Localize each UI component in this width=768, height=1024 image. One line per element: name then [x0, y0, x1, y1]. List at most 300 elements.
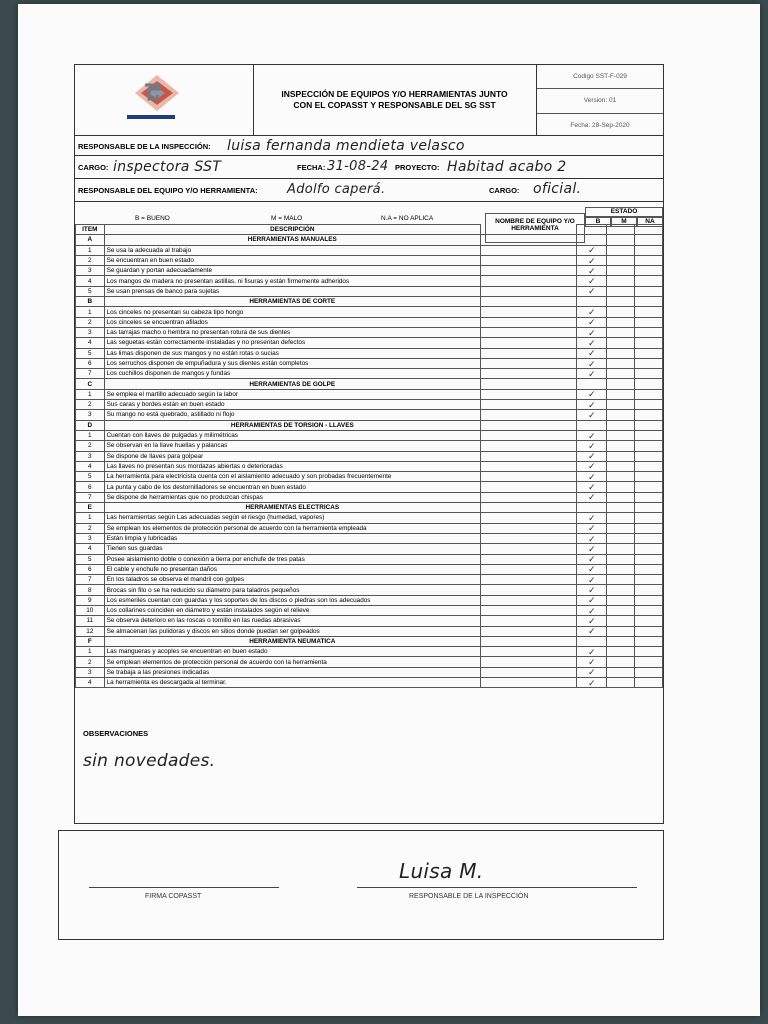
item-number: 2: [76, 441, 105, 451]
equipo-cell[interactable]: [481, 472, 577, 482]
estado-na-checkbox[interactable]: [635, 410, 663, 420]
col-b-header: B: [585, 217, 611, 227]
item-number: 4: [76, 678, 105, 688]
estado-b-checkbox[interactable]: ✓: [577, 461, 607, 471]
table-row: [76, 348, 663, 358]
item-number: 2: [76, 317, 105, 327]
estado-m-checkbox[interactable]: [607, 461, 635, 471]
estado-m-checkbox[interactable]: [607, 441, 635, 451]
item-description: Brocas sin filo o se ha reducido su diámetro para taladros pequeños: [104, 585, 480, 595]
observaciones-section: [75, 715, 663, 823]
estado-na-checkbox[interactable]: [635, 647, 663, 657]
equipo-cell[interactable]: [481, 667, 577, 677]
estado-b-checkbox[interactable]: ✓: [577, 595, 607, 605]
form-title: INSPECCIÓN DE EQUIPOS Y/O HERRAMIENTAS JUNTO CON EL COPASST Y RESPONSABLE DEL SG SST: [253, 65, 537, 135]
estado-na-checkbox[interactable]: [635, 585, 663, 595]
equipo-cell[interactable]: [481, 451, 577, 461]
equipo-cell[interactable]: [481, 245, 577, 255]
equipo-cell[interactable]: [481, 616, 577, 626]
item-description: Las herramientas según Las adecuadas según el riesgo (humedad, vapores): [104, 513, 480, 523]
responsable-label: RESPONSABLE DE LA INSPECCIÓN:: [78, 142, 211, 151]
estado-b-checkbox[interactable]: ✓: [577, 358, 607, 368]
equipo-cell[interactable]: [481, 317, 577, 327]
table-row: [76, 595, 663, 605]
equipo-cell[interactable]: [481, 338, 577, 348]
equipo-cell[interactable]: [481, 348, 577, 358]
equipo-cell[interactable]: [481, 441, 577, 451]
table-row: [76, 492, 663, 502]
item-number: 3: [76, 410, 105, 420]
equipo-cell[interactable]: [481, 369, 577, 379]
table-row: [76, 307, 663, 317]
estado-m-checkbox[interactable]: [607, 657, 635, 667]
estado-m-checkbox[interactable]: [607, 523, 635, 533]
item-number: 7: [76, 369, 105, 379]
responsable-signature-caption: RESPONSABLE DE LA INSPECCIÓN: [409, 893, 529, 900]
estado-m-checkbox[interactable]: [607, 276, 635, 286]
item-number: 4: [76, 461, 105, 471]
table-row: [76, 400, 663, 410]
estado-na-checkbox[interactable]: [635, 667, 663, 677]
estado-b-checkbox[interactable]: ✓: [577, 626, 607, 636]
estado-m-checkbox[interactable]: [607, 605, 635, 615]
estado-m-checkbox[interactable]: [607, 626, 635, 636]
estado-m-checkbox[interactable]: [607, 369, 635, 379]
item-description: Se guardan y portan adecuadamente: [104, 266, 480, 276]
item-description: Los esmeriles cuentan con guardas y los soportes de los discos o piedras son los adecuados: [104, 595, 480, 605]
estado-b-checkbox[interactable]: ✓: [577, 575, 607, 585]
estado-na-checkbox[interactable]: [635, 533, 663, 543]
table-row: [76, 533, 663, 543]
estado-m-checkbox[interactable]: [607, 492, 635, 502]
observaciones-label: OBSERVACIONES: [83, 729, 149, 738]
form-version: Version: 01: [537, 89, 663, 113]
estado-m-checkbox[interactable]: [607, 678, 635, 688]
estado-na-checkbox[interactable]: [635, 461, 663, 471]
equipo-cell[interactable]: [481, 389, 577, 399]
table-row: [76, 327, 663, 337]
equipo-cell[interactable]: [481, 626, 577, 636]
copasst-signature-line: [89, 887, 279, 888]
inspection-table: [75, 224, 663, 688]
table-row: [76, 616, 663, 626]
table-row: [76, 430, 663, 440]
equipo-cell[interactable]: [481, 523, 577, 533]
section-title: HERRAMIENTAS ELECTRICAS: [104, 503, 480, 513]
estado-na-checkbox[interactable]: [635, 307, 663, 317]
proyecto-value[interactable]: Habitad acabo 2: [447, 159, 567, 175]
item-description: Su mango no está quebrado, astillado ni flojo: [104, 410, 480, 420]
estado-na-checkbox[interactable]: [635, 492, 663, 502]
estado-na-checkbox[interactable]: [635, 523, 663, 533]
responsable-row: [75, 135, 663, 156]
equipo-cell[interactable]: [481, 327, 577, 337]
estado-na-checkbox[interactable]: [635, 286, 663, 296]
item-number: 6: [76, 482, 105, 492]
item-number: 2: [76, 400, 105, 410]
table-row: [76, 678, 663, 688]
estado-na-checkbox[interactable]: [635, 575, 663, 585]
equipo-cell[interactable]: [481, 276, 577, 286]
item-number: 12: [76, 626, 105, 636]
estado-m-checkbox[interactable]: [607, 647, 635, 657]
item-description: Se dispone de herramientas que no produzcan chispas: [104, 492, 480, 502]
equipo-cell[interactable]: [481, 286, 577, 296]
equipo-cell[interactable]: [481, 533, 577, 543]
estado-na-checkbox[interactable]: [635, 255, 663, 265]
item-description: Se usa la adecuada al trabajo: [104, 245, 480, 255]
equipo-cell[interactable]: [481, 564, 577, 574]
item-number: 6: [76, 564, 105, 574]
estado-na-checkbox[interactable]: [635, 338, 663, 348]
estado-m-checkbox[interactable]: [607, 585, 635, 595]
estado-b-checkbox[interactable]: ✓: [577, 605, 607, 615]
equipo-cell[interactable]: [481, 595, 577, 605]
item-description: Sus caras y bordes están en buen estado: [104, 400, 480, 410]
item-description: Cuentan con llaves de pulgadas y milimétricas: [104, 430, 480, 440]
item-number: 7: [76, 575, 105, 585]
estado-na-checkbox[interactable]: [635, 348, 663, 358]
equipo-cell[interactable]: [481, 678, 577, 688]
estado-na-checkbox[interactable]: [635, 657, 663, 667]
item-number: 11: [76, 616, 105, 626]
equipo-column-header: NOMBRE DE EQUIPO Y/O HERRAMIENTA: [485, 213, 585, 243]
equipo-cell[interactable]: [481, 430, 577, 440]
section-header-row: [76, 636, 663, 646]
table-row: [76, 585, 663, 595]
estado-na-checkbox[interactable]: [635, 317, 663, 327]
estado-m-checkbox[interactable]: [607, 307, 635, 317]
estado-m-checkbox[interactable]: [607, 338, 635, 348]
item-number: 2: [76, 657, 105, 667]
cargo-row: [75, 156, 663, 179]
estado-na-checkbox[interactable]: [635, 369, 663, 379]
item-number: 4: [76, 338, 105, 348]
estado-na-checkbox[interactable]: [635, 595, 663, 605]
item-number: 1: [76, 245, 105, 255]
table-row: [76, 605, 663, 615]
estado-na-checkbox[interactable]: [635, 544, 663, 554]
estado-b-checkbox[interactable]: ✓: [577, 245, 607, 255]
estado-na-checkbox[interactable]: [635, 400, 663, 410]
estado-b-checkbox[interactable]: ✓: [577, 389, 607, 399]
estado-na-checkbox[interactable]: [635, 358, 663, 368]
form-date: Fecha: 28-Sep-2020: [570, 121, 630, 129]
equipo-cell[interactable]: [481, 492, 577, 502]
estado-b-checkbox[interactable]: ✓: [577, 492, 607, 502]
equipo-cell[interactable]: [481, 657, 577, 667]
item-number: 3: [76, 667, 105, 677]
estado-na-checkbox[interactable]: [635, 564, 663, 574]
estado-m-checkbox[interactable]: [607, 400, 635, 410]
item-description: Están limpia y lubricadas: [104, 533, 480, 543]
table-row: [76, 523, 663, 533]
estado-m-checkbox[interactable]: [607, 482, 635, 492]
estado-b-checkbox[interactable]: ✓: [577, 554, 607, 564]
estado-na-checkbox[interactable]: [635, 389, 663, 399]
estado-b-checkbox[interactable]: ✓: [577, 678, 607, 688]
equipo-cell[interactable]: [481, 461, 577, 471]
section-letter: C: [76, 379, 105, 389]
section-title: HERRAMIENTA NEUMATICA: [104, 636, 480, 646]
estado-m-checkbox[interactable]: [607, 575, 635, 585]
table-row: [76, 461, 663, 471]
resp-equipo-label: RESPONSABLE DEL EQUIPO Y/O HERRAMIENTA:: [78, 186, 258, 195]
estado-na-checkbox[interactable]: [635, 678, 663, 688]
estado-m-checkbox[interactable]: [607, 595, 635, 605]
estado-m-checkbox[interactable]: [607, 472, 635, 482]
cargo-value[interactable]: inspectora SST: [113, 159, 222, 175]
equipo-cell[interactable]: [481, 358, 577, 368]
item-description: Los collarines coinciden en diámetro y están instalados según el relieve: [104, 605, 480, 615]
estado-na-checkbox[interactable]: [635, 605, 663, 615]
observaciones-value[interactable]: sin novedades.: [83, 751, 216, 771]
desc-header: DESCRIPCIÓN: [104, 225, 480, 235]
equipo-cell[interactable]: [481, 410, 577, 420]
item-number: 2: [76, 523, 105, 533]
estado-m-checkbox[interactable]: [607, 513, 635, 523]
table-row: [76, 451, 663, 461]
estado-b-checkbox[interactable]: ✓: [577, 585, 607, 595]
item-number: 5: [76, 472, 105, 482]
estado-m-checkbox[interactable]: [607, 451, 635, 461]
estado-m-checkbox[interactable]: [607, 286, 635, 296]
item-number: 3: [76, 266, 105, 276]
item-description: Se encuentran en buen estado: [104, 255, 480, 265]
responsable-signature-line: [357, 887, 637, 888]
estado-m-checkbox[interactable]: [607, 564, 635, 574]
estado-m-checkbox[interactable]: [607, 348, 635, 358]
estado-na-checkbox[interactable]: [635, 266, 663, 276]
item-description: Los cinceles se encuentran afilados: [104, 317, 480, 327]
copasst-signature-caption: FIRMA COPASST: [145, 893, 202, 900]
estado-na-checkbox[interactable]: [635, 626, 663, 636]
item-description: Se usan prensas de banco para sujetas: [104, 286, 480, 296]
item-description: Las llaves no presentan sus mordazas abiertas o deterioradas: [104, 461, 480, 471]
section-title: HERRAMIENTAS DE GOLPE: [104, 379, 480, 389]
estado-na-checkbox[interactable]: [635, 245, 663, 255]
section-title: HERRAMIENTAS DE CORTE: [104, 297, 480, 307]
table-row: [76, 389, 663, 399]
table-row: [76, 544, 663, 554]
table-header-row: [76, 225, 663, 235]
estado-b-checkbox[interactable]: ✓: [577, 533, 607, 543]
item-description: Las tarrajas macho o hembra no presentan rotura de sus dientes: [104, 327, 480, 337]
estado-b-checkbox[interactable]: ✓: [577, 410, 607, 420]
item-description: Se almacenan las pulidoras y discos en sitios donde puedan ser golpeados: [104, 626, 480, 636]
equipo-cell[interactable]: [481, 647, 577, 657]
table-row: [76, 647, 663, 657]
item-number: 1: [76, 513, 105, 523]
estado-m-checkbox[interactable]: [607, 266, 635, 276]
responsable-signature: Luisa M.: [399, 859, 484, 883]
estado-b-checkbox[interactable]: ✓: [577, 472, 607, 482]
equipo-cell[interactable]: [481, 575, 577, 585]
section-header-row: [76, 235, 663, 245]
table-row: [76, 564, 663, 574]
estado-b-checkbox[interactable]: ✓: [577, 482, 607, 492]
item-description: Los cinceles no presentan su cabeza tipo hongo: [104, 307, 480, 317]
estado-na-checkbox[interactable]: [635, 616, 663, 626]
section-letter: B: [76, 297, 105, 307]
table-row: [76, 317, 663, 327]
item-description: Las limas disponen de sus mangos y no están rotas o sucias: [104, 348, 480, 358]
table-row: [76, 667, 663, 677]
estado-m-checkbox[interactable]: [607, 533, 635, 543]
estado-na-checkbox[interactable]: [635, 327, 663, 337]
cargo2-label: CARGO:: [489, 186, 520, 195]
estado-na-checkbox[interactable]: [635, 513, 663, 523]
form-header: [75, 65, 663, 136]
estado-m-checkbox[interactable]: [607, 358, 635, 368]
equipo-cell[interactable]: [481, 585, 577, 595]
estado-b-checkbox[interactable]: ✓: [577, 544, 607, 554]
cargo-label: CARGO:: [78, 163, 109, 172]
estado-b-checkbox[interactable]: ✓: [577, 616, 607, 626]
item-number: 9: [76, 595, 105, 605]
estado-b-checkbox[interactable]: ✓: [577, 276, 607, 286]
signature-box: [58, 830, 664, 940]
estado-na-checkbox[interactable]: [635, 482, 663, 492]
item-description: La punta y cabo de los destornilladores se encuentran en buen estado: [104, 482, 480, 492]
item-description: En los taladros se observa el mandril con golpes: [104, 575, 480, 585]
estado-m-checkbox[interactable]: [607, 327, 635, 337]
estado-b-checkbox[interactable]: ✓: [577, 369, 607, 379]
estado-b-checkbox[interactable]: ✓: [577, 564, 607, 574]
item-number: 4: [76, 276, 105, 286]
estado-na-checkbox[interactable]: [635, 451, 663, 461]
item-number: 3: [76, 451, 105, 461]
estado-m-checkbox[interactable]: [607, 245, 635, 255]
table-row: [76, 338, 663, 348]
item-description: Se emplean los elementos de protección personal de acuerdo con la herramienta empleada: [104, 523, 480, 533]
estado-m-checkbox[interactable]: [607, 544, 635, 554]
section-letter: F: [76, 636, 105, 646]
item-number: 1: [76, 389, 105, 399]
estado-na-checkbox[interactable]: [635, 430, 663, 440]
col-m-header: M: [611, 217, 637, 227]
estado-b-checkbox[interactable]: ✓: [577, 327, 607, 337]
item-number: 6: [76, 358, 105, 368]
section-header-row: [76, 297, 663, 307]
inspection-form: [74, 64, 664, 824]
item-description: Las seguetas están correctamente instaladas y no presentan defectos: [104, 338, 480, 348]
estado-b-checkbox[interactable]: ✓: [577, 441, 607, 451]
equipo-cell[interactable]: [481, 544, 577, 554]
estado-b-checkbox[interactable]: ✓: [577, 266, 607, 276]
legend-bueno: B = BUENO: [135, 215, 170, 222]
table-row: [76, 472, 663, 482]
equipo-cell[interactable]: [481, 554, 577, 564]
table-row: [76, 513, 663, 523]
item-description: Posee aislamiento doble o conexión a tierra por enchufe de tres patas: [104, 554, 480, 564]
estado-m-checkbox[interactable]: [607, 554, 635, 564]
fecha-value[interactable]: 31-08-24: [327, 159, 389, 174]
equipo-cell[interactable]: [481, 605, 577, 615]
estado-b-checkbox[interactable]: ✓: [577, 451, 607, 461]
item-number: 8: [76, 585, 105, 595]
table-row: [76, 657, 663, 667]
estado-b-checkbox[interactable]: ✓: [577, 307, 607, 317]
table-row: [76, 410, 663, 420]
equipo-cell[interactable]: [481, 513, 577, 523]
estado-na-checkbox[interactable]: [635, 554, 663, 564]
estado-b-checkbox[interactable]: ✓: [577, 513, 607, 523]
estado-b-checkbox[interactable]: ✓: [577, 338, 607, 348]
estado-m-checkbox[interactable]: [607, 667, 635, 677]
item-description: Se emplea el martillo adecuado según la labor: [104, 389, 480, 399]
item-description: El cable y enchufe no presentan daños: [104, 564, 480, 574]
item-description: Los serruchos disponen de empuñadura y sus dientes están completos: [104, 358, 480, 368]
item-description: Se emplean elementos de protección personal de acuerdo con la herramienta: [104, 657, 480, 667]
estado-na-checkbox[interactable]: [635, 276, 663, 286]
item-number: 5: [76, 348, 105, 358]
table-row: [76, 266, 663, 276]
item-description: Los mangos de madera no presentan astillas, ni fisuras y están firmemente adheridos: [104, 276, 480, 286]
estado-b-checkbox[interactable]: ✓: [577, 348, 607, 358]
item-number: 4: [76, 544, 105, 554]
item-description: Se trabaja a las presiones indicadas: [104, 667, 480, 677]
estado-b-checkbox[interactable]: ✓: [577, 667, 607, 677]
estado-b-checkbox[interactable]: ✓: [577, 647, 607, 657]
cargo2-value[interactable]: oficial.: [533, 181, 582, 197]
item-number: 5: [76, 286, 105, 296]
estado-m-checkbox[interactable]: [607, 317, 635, 327]
equipo-cell[interactable]: [481, 482, 577, 492]
estado-b-checkbox[interactable]: ✓: [577, 255, 607, 265]
fecha-label: FECHA:: [297, 163, 326, 172]
estado-m-checkbox[interactable]: [607, 430, 635, 440]
resp-equipo-value[interactable]: Adolfo caperá.: [287, 182, 386, 197]
legend-malo: M = MALO: [271, 215, 303, 222]
item-number: 3: [76, 327, 105, 337]
item-description: Tienen sus guardas: [104, 544, 480, 554]
item-description: Se observa deterioro en las roscas o tornillo en las ruedas abrasivas: [104, 616, 480, 626]
equipo-cell[interactable]: [481, 255, 577, 265]
section-letter: E: [76, 503, 105, 513]
form-code: Codigo SST-F-029: [537, 65, 663, 89]
table-row: [76, 441, 663, 451]
item-description: La herramienta es descargada al terminar.: [104, 678, 480, 688]
estado-b-checkbox[interactable]: ✓: [577, 400, 607, 410]
estado-b-checkbox[interactable]: ✓: [577, 430, 607, 440]
section-letter: A: [76, 235, 105, 245]
responsable-value[interactable]: luisa fernanda mendieta velasco: [227, 138, 465, 154]
estado-m-checkbox[interactable]: [607, 255, 635, 265]
equipo-cell[interactable]: [481, 266, 577, 276]
item-number: 1: [76, 647, 105, 657]
equipo-cell[interactable]: [481, 307, 577, 317]
table-row: [76, 482, 663, 492]
estado-m-checkbox[interactable]: [607, 410, 635, 420]
item-header: ITEM: [76, 225, 105, 235]
item-number: 3: [76, 533, 105, 543]
table-row: [76, 245, 663, 255]
estado-m-checkbox[interactable]: [607, 389, 635, 399]
equipo-cell[interactable]: [481, 400, 577, 410]
estado-b-checkbox[interactable]: ✓: [577, 657, 607, 667]
section-header-row: [76, 503, 663, 513]
estado-na-checkbox[interactable]: [635, 472, 663, 482]
estado-b-checkbox[interactable]: ✓: [577, 523, 607, 533]
estado-b-checkbox[interactable]: ✓: [577, 286, 607, 296]
estado-b-checkbox[interactable]: ✓: [577, 317, 607, 327]
resp-equipo-row: [75, 179, 663, 202]
section-letter: D: [76, 420, 105, 430]
estado-m-checkbox[interactable]: [607, 616, 635, 626]
estado-na-checkbox[interactable]: [635, 441, 663, 451]
table-row: [76, 554, 663, 564]
